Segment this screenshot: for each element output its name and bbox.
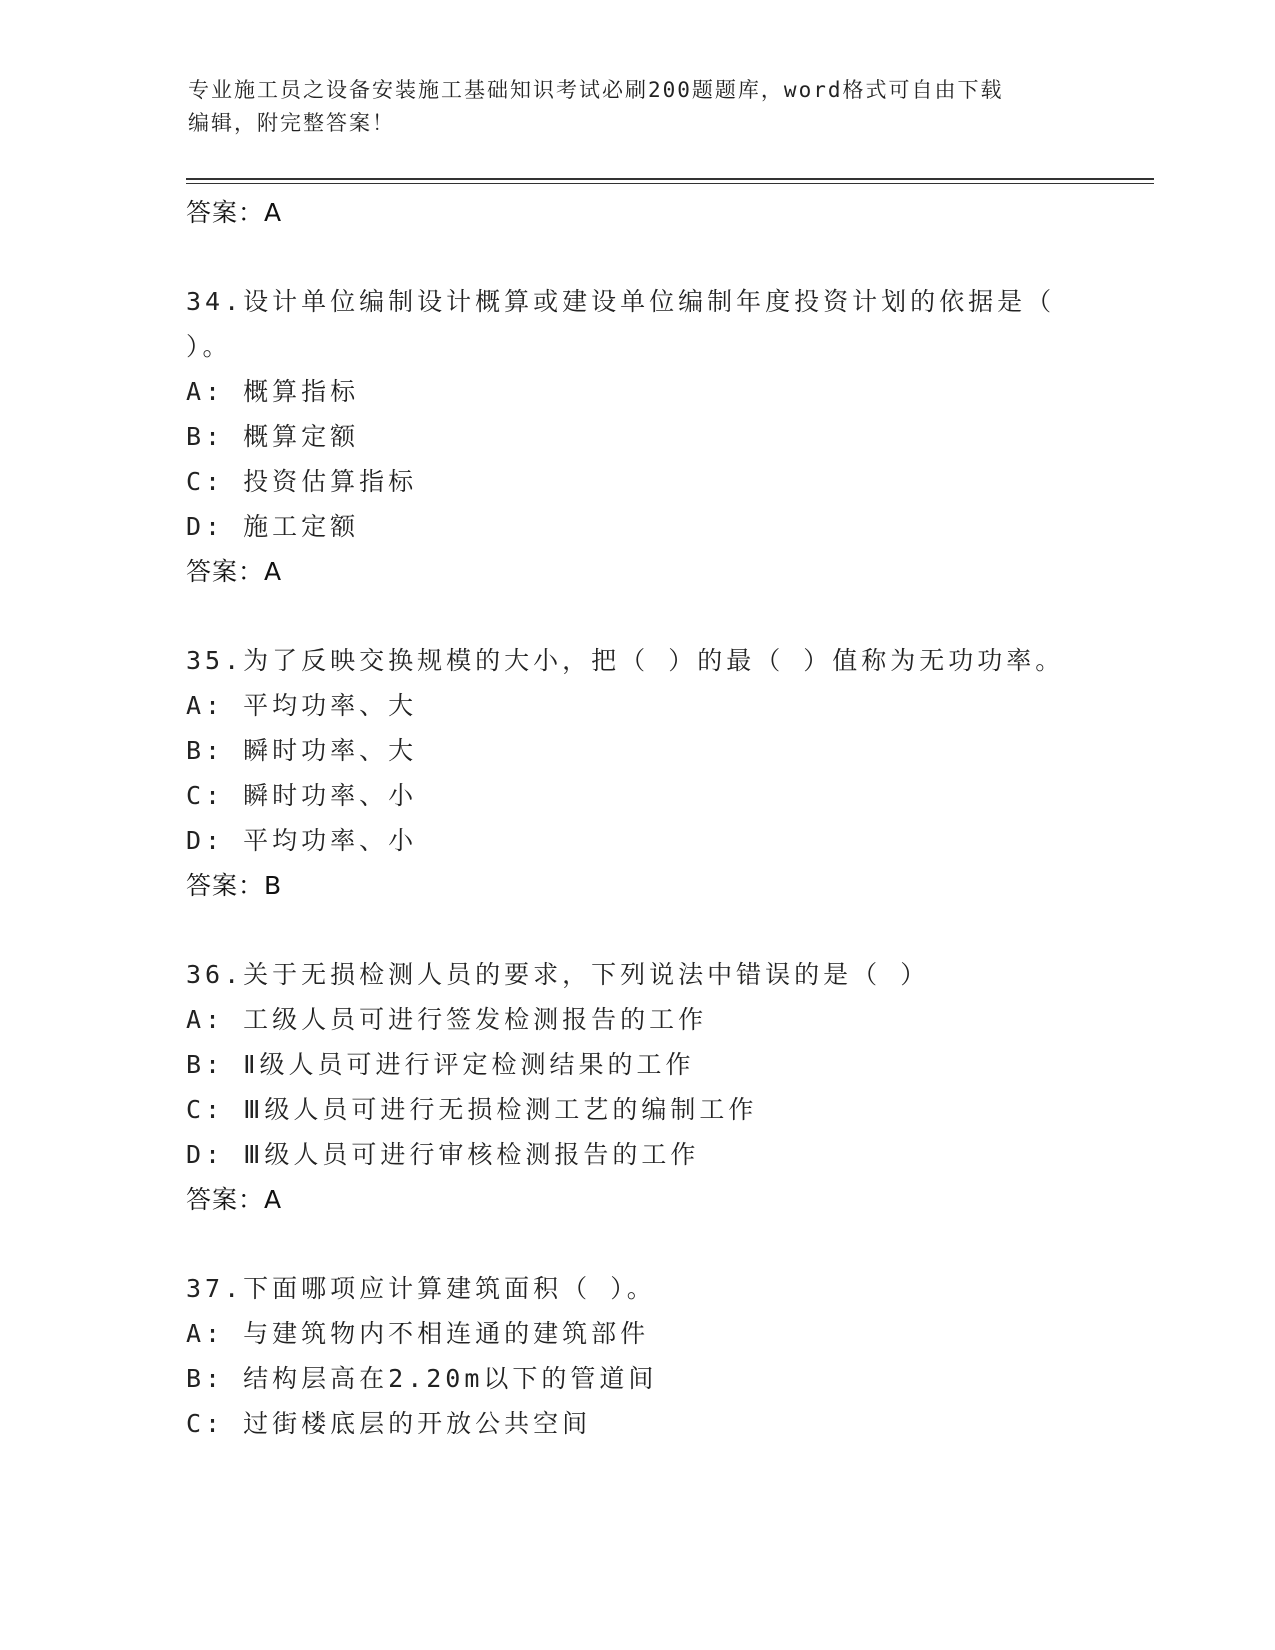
question-34 <box>186 279 1106 594</box>
option-b: B: Ⅱ级人员可进行评定检测结果的工作 <box>186 1050 695 1079</box>
option-d: D: 施工定额 <box>186 512 360 541</box>
question-36 <box>186 952 1106 1222</box>
header-rule-thin <box>186 183 1154 184</box>
option-c: C: 过街楼底层的开放公共空间 <box>186 1409 592 1438</box>
option-a: A: 工级人员可进行签发检测报告的工作 <box>186 1005 708 1034</box>
question-text: 36.关于无损检测人员的要求，下列说法中错误的是（ ） <box>186 960 930 989</box>
question-37 <box>186 1266 1106 1446</box>
option-a: A: 概算指标 <box>186 377 360 406</box>
header-line-1: 专业施工员之设备安装施工基础知识考试必刷200题题库，word格式可自由下载 <box>188 78 1004 102</box>
question-35 <box>186 638 1106 908</box>
question-text: 34.设计单位编制设计概算或建设单位编制年度投资计划的依据是（ <box>186 287 1056 316</box>
option-c: C: 瞬时功率、小 <box>186 781 418 810</box>
question-text-continued: ）。 <box>186 332 232 361</box>
header-rule-thick <box>186 178 1154 180</box>
option-a: A: 与建筑物内不相连通的建筑部件 <box>186 1319 650 1348</box>
option-a: A: 平均功率、大 <box>186 691 418 720</box>
question-list <box>186 186 1106 1446</box>
option-c: C: Ⅲ级人员可进行无损检测工艺的编制工作 <box>186 1095 758 1124</box>
option-c: C: 投资估算指标 <box>186 467 418 496</box>
page-header <box>188 74 1088 140</box>
option-b: B: 瞬时功率、大 <box>186 736 418 765</box>
option-d: D: Ⅲ级人员可进行审核检测报告的工作 <box>186 1140 700 1169</box>
header-line-2: 编辑，附完整答案！ <box>188 111 395 135</box>
answer-line: 答案：A <box>186 1185 283 1214</box>
question-text: 35.为了反映交换规模的大小，把（ ）的最（ ）值称为无功功率。 <box>186 646 1065 675</box>
question-text: 37.下面哪项应计算建筑面积（ ）。 <box>186 1274 656 1303</box>
answer-line: 答案：A <box>186 557 283 586</box>
option-d: D: 平均功率、小 <box>186 826 418 855</box>
answer-line: 答案：A <box>186 198 283 227</box>
option-b: B: 结构层高在2.20m以下的管道间 <box>186 1364 658 1393</box>
answer-line: 答案：B <box>186 871 283 900</box>
option-b: B: 概算定额 <box>186 422 360 451</box>
